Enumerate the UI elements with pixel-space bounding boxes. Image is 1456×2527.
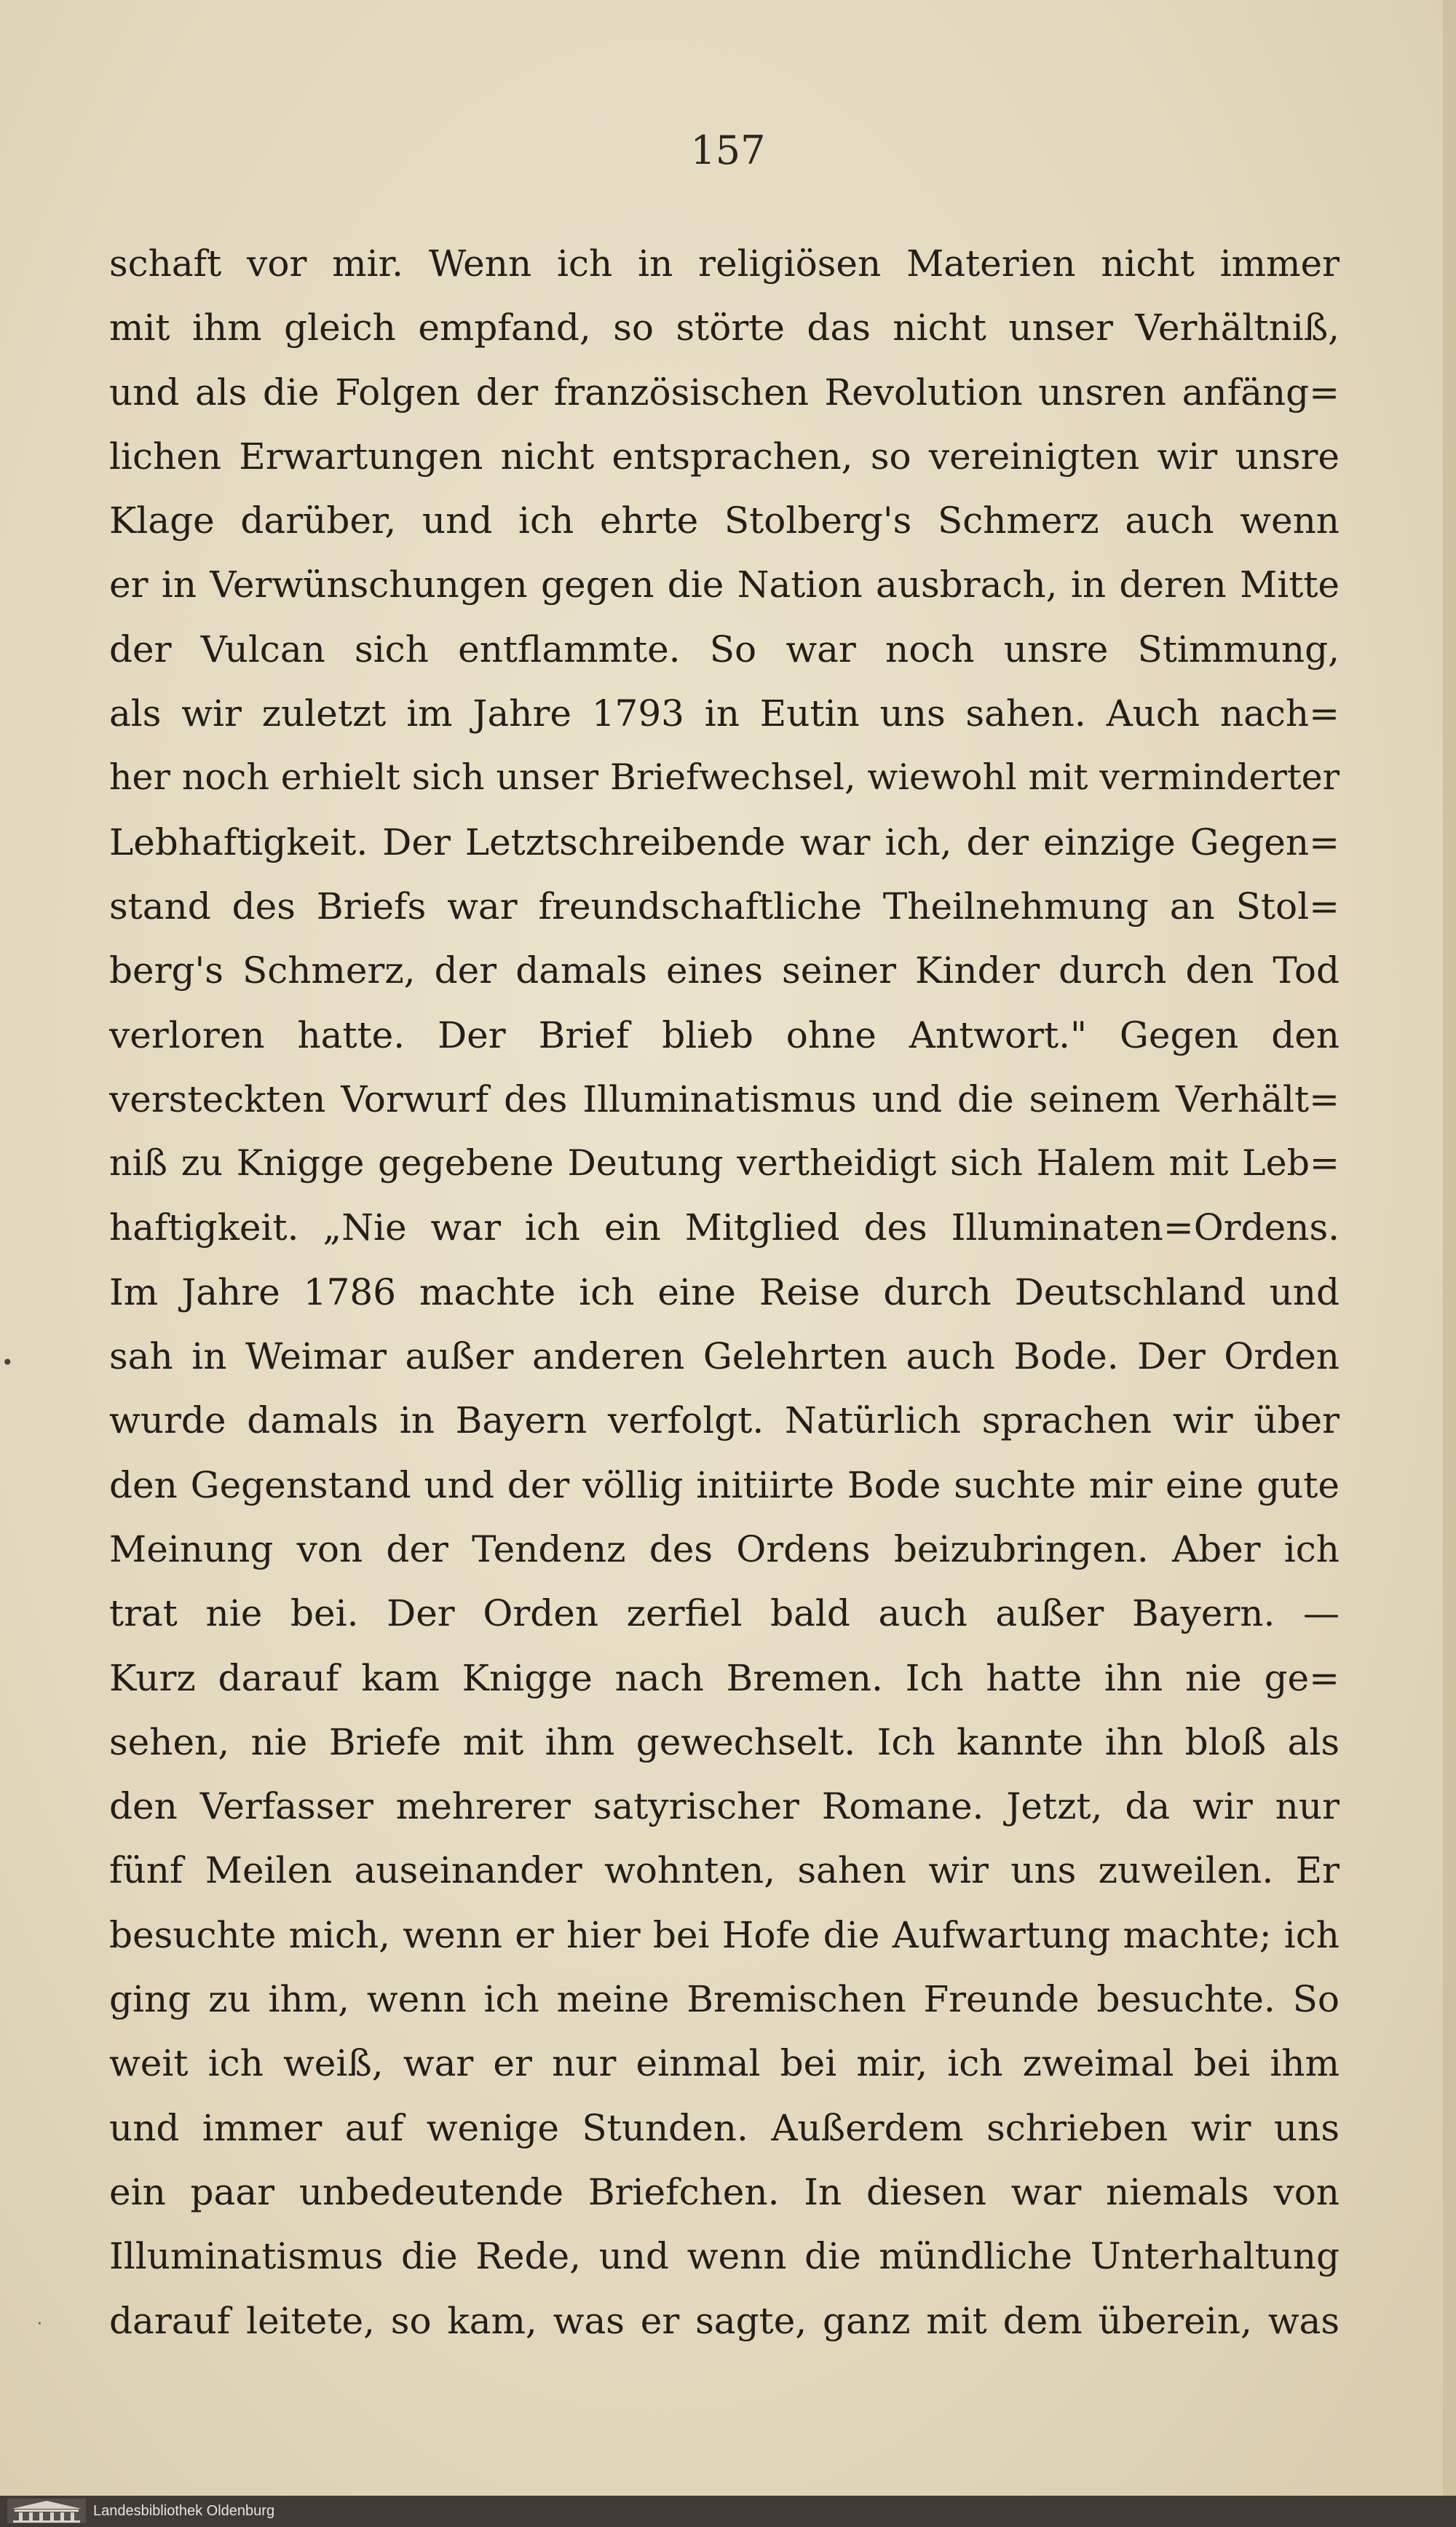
text-line: der Vulcan sich entflammte. So war noch unsre Stimmung,: [109, 628, 1340, 671]
library-building-logo: [7, 2499, 86, 2523]
margin-mark: ·: [37, 2315, 42, 2333]
text-line: den Verfasser mehrerer satyrischer Romane. Jetzt, da wir nur: [109, 1785, 1340, 1828]
text-line: mit ihm gleich empfand, so störte das nicht unser Verhältniß,: [109, 307, 1340, 349]
text-line: Klage darüber, und ich ehrte Stolberg's Schmerz auch wenn: [109, 499, 1340, 542]
text-line: haftigkeit. „Nie war ich ein Mitglied des Illuminaten=Ordens.: [109, 1206, 1340, 1249]
text-line: schaft vor mir. Wenn ich in religiösen Materien nicht immer: [109, 242, 1340, 285]
text-line: sah in Weimar außer anderen Gelehrten auch Bode. Der Orden: [109, 1335, 1340, 1378]
footer-library-label: Landesbibliothek Oldenburg: [93, 2503, 275, 2519]
text-line: weit ich weiß, war er nur einmal bei mir, ich zweimal bei ihm: [109, 2042, 1340, 2085]
text-line: lichen Erwartungen nicht entsprachen, so vereinigten wir unsre: [109, 435, 1340, 478]
text-line: stand des Briefs war freundschaftliche Theilnehmung an Stol=: [109, 885, 1340, 928]
text-line: und immer auf wenige Stunden. Außerdem schrieben wir uns: [109, 2106, 1340, 2149]
text-line: sehen, nie Briefe mit ihm gewechselt. Ich kannte ihn bloß als: [109, 1720, 1340, 1763]
text-line: Meinung von der Tendenz des Ordens beizubringen. Aber ich: [109, 1527, 1340, 1570]
page-edge: [1443, 0, 1456, 2527]
text-line: darauf leitete, so kam, was er sagte, ganz mit dem überein, was: [109, 2299, 1340, 2342]
text-line: er in Verwünschungen gegen die Nation ausbrach, in deren Mitte: [109, 563, 1340, 606]
text-line: berg's Schmerz, der damals eines seiner Kinder durch den Tod: [109, 949, 1340, 992]
margin-mark: •: [1, 1350, 14, 1375]
text-line: den Gegenstand und der völlig initiirte Bode suchte mir eine gute: [109, 1463, 1340, 1506]
text-line: trat nie bei. Der Orden zerfiel bald auch außer Bayern. —: [109, 1592, 1340, 1635]
text-line: Lebhaftigkeit. Der Letztschreibende war ich, der einzige Gegen=: [109, 820, 1340, 863]
text-line: Im Jahre 1786 machte ich eine Reise durch Deutschland und: [109, 1270, 1340, 1313]
text-line: wurde damals in Bayern verfolgt. Natürlich sprachen wir über: [109, 1399, 1340, 1442]
text-line: ging zu ihm, wenn ich meine Bremischen Freunde besuchte. So: [109, 1978, 1340, 2021]
text-line: Illuminatismus die Rede, und wenn die mündliche Unterhaltung: [109, 2235, 1340, 2278]
page-number: 157: [690, 127, 766, 173]
text-line: als wir zuletzt im Jahre 1793 in Eutin uns sahen. Auch nach=: [109, 692, 1340, 735]
text-line: fünf Meilen auseinander wohnten, sahen wir uns zuweilen. Er: [109, 1849, 1340, 1892]
text-line: Kurz darauf kam Knigge nach Bremen. Ich hatte ihn nie ge=: [109, 1656, 1340, 1699]
text-line: besuchte mich, wenn er hier bei Hofe die Aufwartung machte; ich: [109, 1913, 1340, 1956]
text-line: versteckten Vorwurf des Illuminatismus und die seinem Verhält=: [109, 1077, 1340, 1120]
text-line: verloren hatte. Der Brief blieb ohne Antwort." Gegen den: [109, 1013, 1340, 1056]
body-text: [109, 232, 1340, 2353]
text-line: niß zu Knigge gegebene Deutung vertheidigt sich Halem mit Leb=: [109, 1142, 1340, 1185]
text-line: und als die Folgen der französischen Revolution unsren anfäng=: [109, 371, 1340, 414]
text-line: ein paar unbedeutende Briefchen. In diesen war niemals von: [109, 2170, 1340, 2213]
text-line: her noch erhielt sich unser Briefwechsel, wiewohl mit verminderter: [109, 756, 1340, 799]
